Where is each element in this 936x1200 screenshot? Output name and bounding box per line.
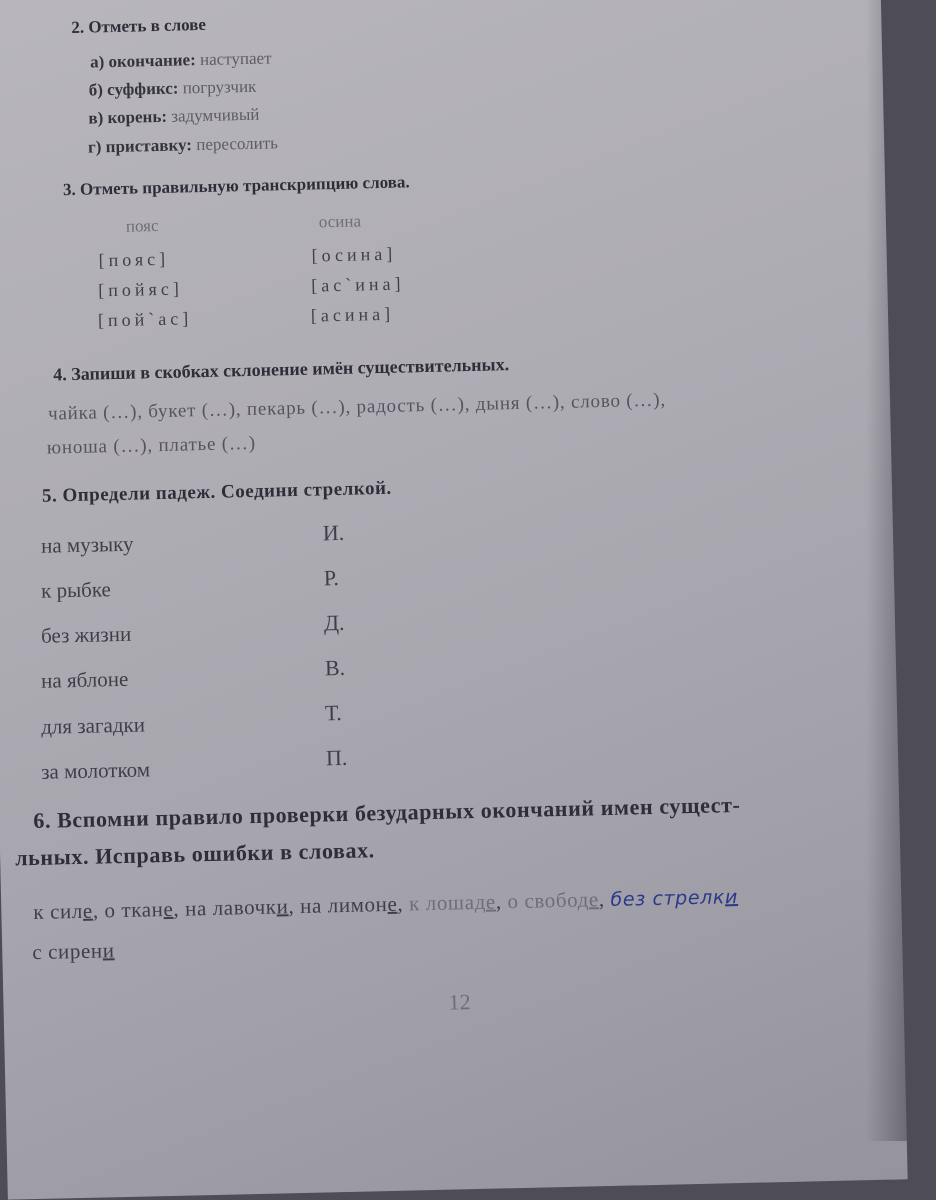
q5-right-6: П.: [325, 744, 348, 771]
q6-word-7-stem: с сирен: [32, 938, 103, 965]
q3-option-1b[interactable]: [пойяс]: [98, 278, 184, 301]
q5-right-4: В.: [324, 654, 346, 681]
q6-title-1: 6. Вспомни правило проверки безударных окончаний имен сущест-: [33, 791, 741, 834]
q5-right-5: Т.: [324, 699, 342, 726]
q5-left-3: без жизни: [40, 621, 132, 648]
q2-item-b: [89, 77, 257, 101]
q6-word-7-ending: и: [102, 938, 115, 963]
q6-word-3: на лавочки: [184, 894, 289, 921]
q4-title: 4. Запиши в скобках склонение имён существительных.: [52, 354, 510, 385]
q3-option-2b[interactable]: [ас`ина]: [311, 273, 405, 296]
q2-item-d: [88, 133, 278, 157]
q5-left-6: за молотком: [40, 757, 151, 784]
q5-left-2: к рыбке: [40, 577, 112, 603]
q3-word-2: осина: [318, 211, 362, 232]
q2-item-d-label: г) приставку:: [87, 135, 193, 157]
q6-title-2: льных. Исправь ошибки в словах.: [14, 837, 376, 871]
q5-left-1: на музыку: [40, 531, 134, 558]
q3-word-1: пояс: [125, 216, 159, 236]
q2-item-c-label: в) корень:: [88, 106, 168, 128]
q3-option-2c[interactable]: [асина]: [310, 303, 395, 326]
q6-words-line-1: к силе, о ткане, на лавочки, на лимоне, к лошаде, о свободе, без стрелки: [33, 886, 739, 925]
q5-title: 5. Определи падеж. Соедини стрелкой.: [41, 477, 392, 507]
q2-item-b-label: б) суффикс:: [88, 78, 179, 100]
q3-option-1c[interactable]: [пой`ас]: [97, 308, 193, 331]
q5-left-4: на яблоне: [40, 666, 129, 693]
q6-word-1: к силе: [33, 898, 94, 925]
background-shadow: [866, 0, 936, 1141]
q6-word-5: к лошаде: [408, 889, 497, 916]
q6-word-4: на лимоне: [299, 891, 398, 918]
q3-title: 3. Отметь правильную транскрипцию слова.: [62, 172, 410, 200]
q5-right-3: Д.: [323, 609, 345, 636]
q4-line-2: юноша (…), платье (…): [46, 432, 257, 459]
q5-right-1: И.: [322, 519, 345, 546]
q5-left-5: для загадки: [40, 712, 146, 739]
q2-title: 2. Отметь в слове: [71, 14, 207, 37]
q2-item-b-word: погрузчик: [182, 76, 257, 98]
q6-word-2: о ткане: [104, 896, 174, 923]
q2-item-c: [88, 105, 259, 129]
q4-line-1: чайка (…), букет (…), пекарь (…), радость (…), дыня (…), слово (…),: [47, 389, 667, 425]
q2-item-a: [90, 48, 272, 72]
q3-option-2a[interactable]: [осина]: [311, 243, 397, 266]
q2-item-a-word: наступает: [199, 48, 272, 70]
q6-words-line-2: [32, 938, 115, 965]
q6-handwritten-word: без стрелки: [610, 886, 739, 911]
q5-right-2: Р.: [323, 565, 340, 591]
page-number: 12: [448, 989, 471, 1015]
q2-item-d-word: пересолить: [196, 133, 279, 155]
q3-option-1a[interactable]: [пояс]: [98, 248, 170, 271]
q6-word-6: о свободе: [507, 887, 600, 914]
q2-item-c-word: задумчивый: [171, 104, 260, 126]
q2-item-a-label: а) окончание:: [89, 50, 196, 72]
